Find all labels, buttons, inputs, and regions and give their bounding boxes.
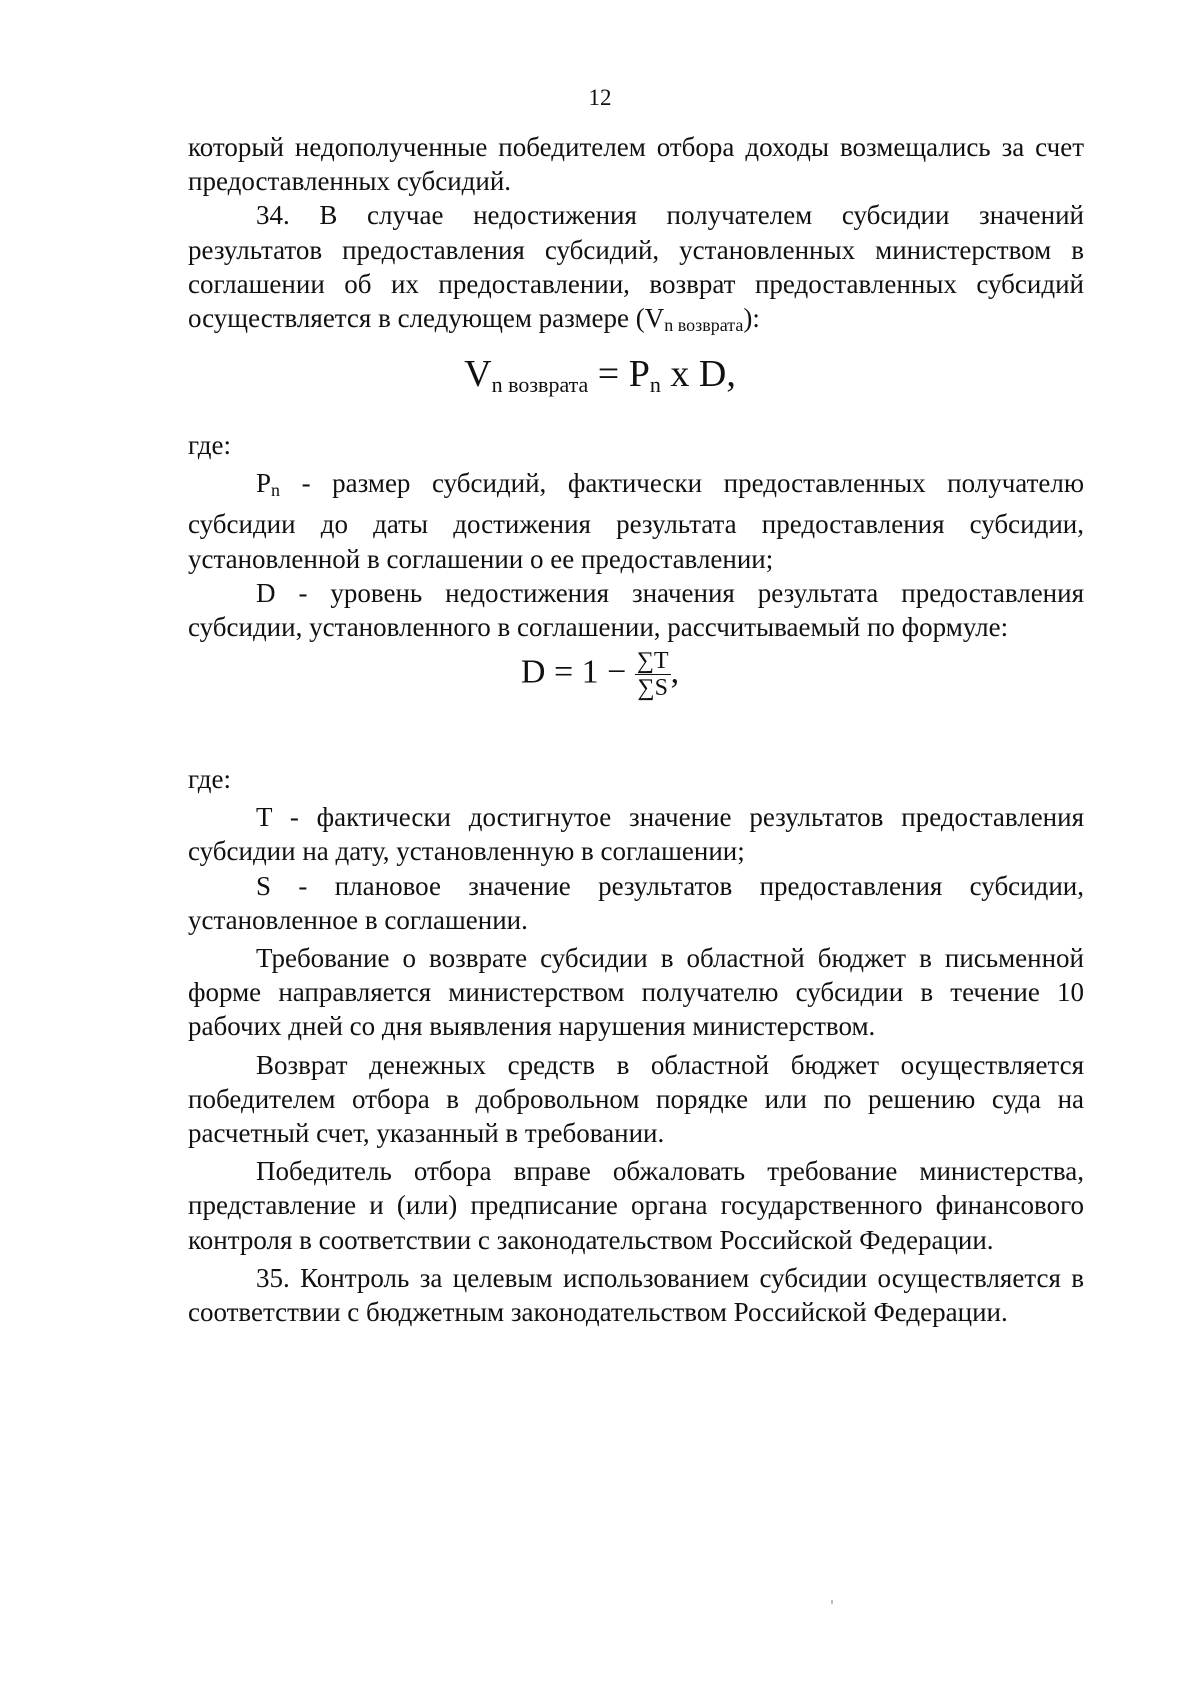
where-label-1: где: xyxy=(188,430,231,460)
formula-return-eq: = P xyxy=(588,353,650,395)
paragraph-34-text: 34. В случае недостижения получателем субсидии значений результатов предоставления субсидий, установленных министерством в соглашении об их предоставлении, возврат предоставленных субсидий осуществляется в следующем размере (V xyxy=(188,200,1084,334)
definition-pn xyxy=(188,466,1084,576)
page-number: 12 xyxy=(588,85,612,110)
text-section-definitions-1 xyxy=(188,428,1084,644)
formula-d-tail: , xyxy=(670,653,680,691)
formula-return-p-sub: n xyxy=(649,372,661,397)
formula-return-amount xyxy=(0,352,1200,407)
definition-d: D - уровень недостижения значения результата предоставления субсидии, установленного в соглашении, рассчитываемый по формуле: xyxy=(188,577,1084,643)
scan-artifact xyxy=(831,1600,833,1604)
paragraph-appeal: Победитель отбора вправе обжаловать требование министерства, представление и (или) предписание органа государственного финансового контроля в соответствии с законодательством Российской Федерации. xyxy=(188,1156,1084,1255)
paragraph-requirement: Требование о возврате субсидии в областной бюджет в письменной форме направляется министерством получателю субсидии в течение 10 рабочих дней со дня выявления нарушения министерством. xyxy=(188,943,1084,1042)
where-label-2: где: xyxy=(188,764,231,794)
paragraph-34 xyxy=(188,198,1084,342)
paragraph-34-end: ): xyxy=(743,303,760,334)
paragraph-return: Возврат денежных средств в областной бюджет осуществляется победителем отбора в добровольном порядке или по решению суда на расчетный счет, указанный в требовании. xyxy=(188,1049,1084,1149)
formula-d-denominator: ∑S xyxy=(637,675,668,701)
formula-return-rhs: x D, xyxy=(660,353,736,395)
definition-pn-sub: n xyxy=(271,480,281,501)
paragraph-34-subscript: n возврата xyxy=(664,315,744,336)
definition-t: T - фактически достигнутое значение результатов предоставления субсидии на дату, установленную в соглашении; xyxy=(188,802,1084,867)
formula-d-fraction xyxy=(635,648,671,701)
formula-return-lhs-sub: n возврата xyxy=(491,372,589,397)
definition-pn-text: - размер субсидий, фактически предоставленных получателю субсидии до даты достижения результата предоставления субсидии, установленной в соглашении о ее предоставлении; xyxy=(188,468,1084,574)
definition-pn-symbol: P xyxy=(256,468,272,499)
formula-return-lhs: V xyxy=(464,353,492,395)
text-section-top xyxy=(188,130,1084,342)
paragraph-35: 35. Контроль за целевым использованием субсидии осуществляется в соответствии с бюджетным законодательством Российской Федерации. xyxy=(188,1262,1084,1328)
text-section-definitions-2 xyxy=(188,762,1084,1329)
formula-d-lhs: D = 1 − xyxy=(520,653,635,691)
definition-s: S - плановое значение результатов предоставления субсидии, установленное в соглашении. xyxy=(188,870,1084,935)
paragraph-continuation: который недополученные победителем отбора доходы возмещались за счет предоставленных субсидий. xyxy=(188,132,1084,197)
formula-d-numerator: ∑T xyxy=(636,648,669,674)
formula-d xyxy=(0,648,1200,701)
